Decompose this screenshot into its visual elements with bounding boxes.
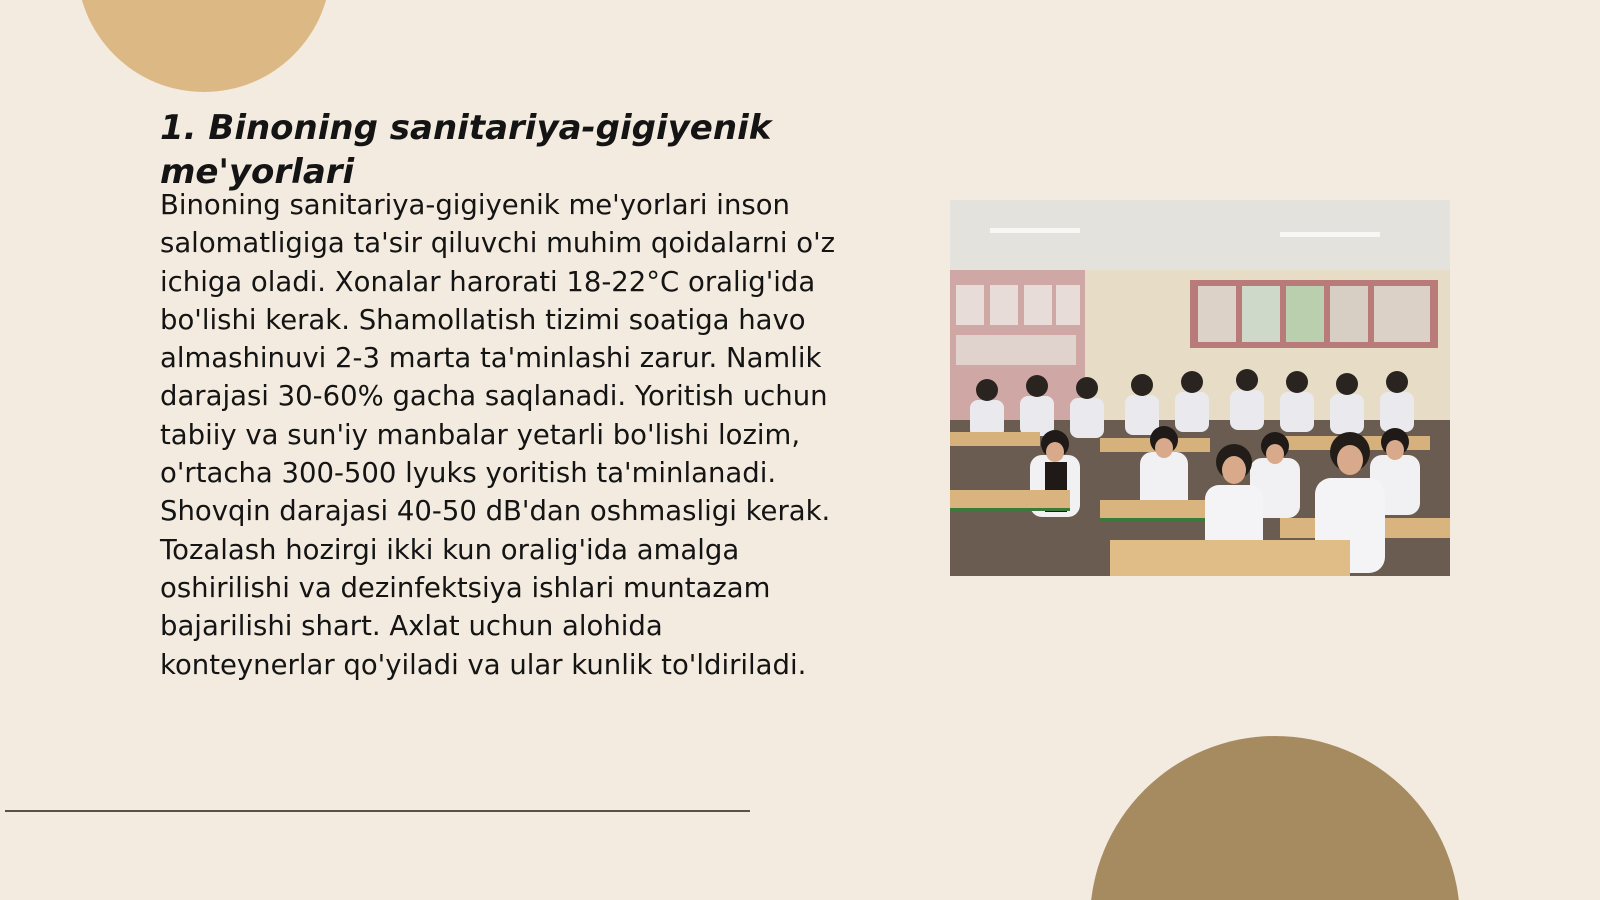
classroom-photo: [950, 200, 1450, 576]
slide-body-text: Binoning sanitariya-gigiyenik me'yorlari inson salomatligiga ta'sir qiluvchi muhim qoidalarni o'z ichiga oladi. Xonalar harorati 18-22°C oralig'ida bo'lishi kerak. Shamollatish tizimi soatiga havo almashinuvi 2-3 marta ta'minlashi zarur. Namlik darajasi 30-60% gacha saqlanadi. Yoritish uchun tabiiy va sun'iy manbalar yetarli bo'lishi lozim, o'rtacha 300-500 lyuks yoritish ta'minlanadi. Shovqin darajasi 40-50 dB'dan oshmasligi kerak. Tozalash hozirgi ikki kun oralig'ida amalga oshirilishi va dezinfektsiya ishlari muntazam bajarilishi shart. Axlat uchun alohida konteynerlar qo'yiladi va ular kunlik to'ldiriladi.: [160, 189, 836, 681]
slide-title: 1. Binoning sanitariya-gigiyenik me'yorlari: [160, 108, 772, 192]
decorative-circle-top: [77, 0, 331, 92]
decorative-circle-bottom: [1090, 736, 1460, 900]
classroom-photo-illustration: [950, 200, 1450, 576]
horizontal-divider: [5, 810, 750, 812]
